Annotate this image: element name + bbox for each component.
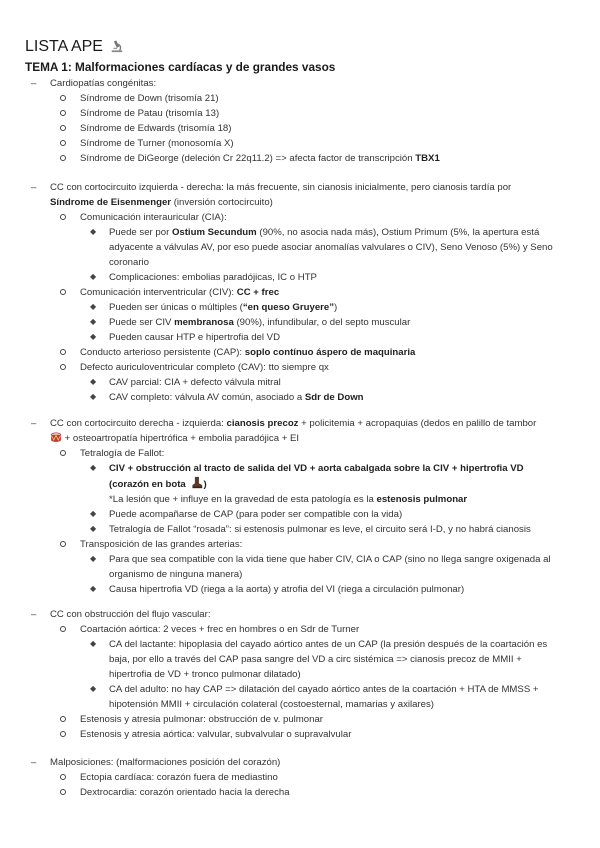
list-item: ◆ Pueden ser únicas o múltiples (“en queso Gruyere”) <box>89 300 580 315</box>
list-item: – CC con obstrucción del flujo vascular: Coartación aórtica: 2 veces + frec en hombres o en Sdr de Turner ◆ CA del lactante: hipoplasia del cayado aórtico antes de un CAP (la presión después de la coartación es baja, por ello a través del CAP pasa sangre del VD a circ sistémica => cianosis precoz de MMII + hipertrofia de VD + tronco pulmonar dilatado) ◆ CA del adulto: no hay CAP => dilatación del cayado aórtico antes de la coartación + HTA de MMSS + hipotensión MMII + circulación colateral (costoesternal, mamarias y axilares) Estenosis y atresia pulmonar: obstrucción de v. pulmonar Estenosis y atresia aórtica: valvular, subvalvular o supravalvular <box>34 607 580 742</box>
circle-bullet-icon <box>60 155 66 161</box>
list-item: ◆ Puede ser por Ostium Secundum (90%, no asocia nada más), Ostium Primum (5%, la apertura está adyacente a válvulas AV, por eso puede asociar anomalías valvulares o CIV), Seno Venoso (5%) y Seno coronario <box>89 225 580 270</box>
diamond-bullet-icon <box>90 525 97 532</box>
section-obstruccion <box>31 607 580 742</box>
diamond-bullet-icon <box>90 510 97 517</box>
list-item: ◆ CA del adulto: no hay CAP => dilatación del cayado aórtico antes de la coartación + HTA de MMSS + hipotensión MMII + circulación colateral (costoesternal, mamarias y axilares) <box>89 682 580 712</box>
diamond-bullet-icon <box>90 273 97 280</box>
list-item: Ectopia cardíaca: corazón fuera de mediastino <box>60 770 580 785</box>
section-subtitle: TEMA 1: Malformaciones cardíacas y de grandes vasos <box>25 60 336 74</box>
diamond-bullet-icon <box>90 555 97 562</box>
section-congenitas <box>31 76 580 166</box>
list-item: Comunicación interauricular (CIA): ◆ Puede ser por Ostium Secundum (90%, no asocia nada más), Ostium Primum (5%, la apertura está adyacente a válvulas AV, por eso puede asociar anomalías valvulares o CIV), Seno Venoso (5%) y Seno coronario ◆ Complicaciones: embolias paradójicas, IC o HTP <box>60 210 580 285</box>
circle-bullet-icon <box>60 214 66 220</box>
circle-bullet-icon <box>60 789 66 795</box>
diamond-bullet-icon <box>90 378 97 385</box>
list-item: Defecto auriculoventricular completo (CAV): tto siempre qx ◆ CAV parcial: CIA + defecto válvula mitral ◆ CAV completo: válvula AV común, asociado a Sdr de Down <box>60 360 580 405</box>
circle-bullet-icon <box>60 140 66 146</box>
diamond-bullet-icon <box>90 303 97 310</box>
drum-icon <box>50 431 62 443</box>
diamond-bullet-icon <box>90 464 97 471</box>
list-item: ◆ Causa hipertrofia VD (riega a la aorta) y atrofia del VI (riega a circulación pulmonar) <box>89 582 580 597</box>
circle-bullet-icon <box>60 125 66 131</box>
list-item: Conducto arterioso persistente (CAP): soplo contínuo áspero de maquinaria <box>60 345 580 360</box>
list-item: ◆ CAV completo: válvula AV común, asociado a Sdr de Down <box>89 390 580 405</box>
section-izq-der <box>31 180 580 405</box>
list-item: – Malposiciones: (malformaciones posición del corazón) Ectopia cardíaca: corazón fuera de mediastino Dextrocardia: corazón orientado hacia la derecha <box>34 755 580 800</box>
list-item: Dextrocardia: corazón orientado hacia la derecha <box>60 785 580 800</box>
page-title <box>25 38 124 56</box>
circle-bullet-icon <box>60 731 66 737</box>
list-item: Transposición de las grandes arterias: ◆ Para que sea compatible con la vida tiene que haber CIV, CIA o CAP (sino no llega sangre oxigenada al organismo de ninguna manera) ◆ Causa hipertrofia VD (riega a la aorta) y atrofia del VI (riega a circulación pulmonar) <box>60 537 580 597</box>
list-item: – CC con cortocircuito derecha - izquierda: cianosis precoz + policitemia + acropaquias (dedos en palillo de tambor + osteoartropatía hipertrófica + embolia paradójica + EI Tetralogía de Fallot: ◆ CIV + obstrucción al tracto de salida del VD + aorta cabalgada sobre la CIV + hipertrofia VD (corazón en bota ) *La lesión que + influye en la gravedad de esta patología es la estenosis pulmonar ◆ Puede acompañarse de CAP (para poder ser compatible con la vida) ◆ Tetralogía de Fallot “rosada”: si estenosis pulmonar es leve, el circuito será I-D, y no habrá cianosis Transposición de las grandes arterias: ◆ Para que sea compatible con la vida tiene que haber CIV, CIA o CAP (sino no llega sangre oxigenada al organismo de ninguna manera) ◆ Causa hipertrofia VD (riega a la aorta) y atrofia del VI (riega a circulación pulmonar) <box>34 416 580 597</box>
list-item: Síndrome de Patau (trisomía 13) <box>60 106 580 121</box>
circle-bullet-icon <box>60 110 66 116</box>
list-item: Coartación aórtica: 2 veces + frec en hombres o en Sdr de Turner ◆ CA del lactante: hipoplasia del cayado aórtico antes de un CAP (la presión después de la coartación es baja, por ello a través del CAP pasa sangre del VD a circ sistémica => cianosis precoz de MMII + hipertrofia de VD + tronco pulmonar dilatado) ◆ CA del adulto: no hay CAP => dilatación del cayado aórtico antes de la coartación + HTA de MMSS + hipotensión MMII + circulación colateral (costoesternal, mamarias y axilares) <box>60 622 580 712</box>
list-item: Síndrome de Edwards (trisomía 18) <box>60 121 580 136</box>
diamond-bullet-icon <box>90 318 97 325</box>
dash-marker: – <box>31 757 37 768</box>
diamond-bullet-icon <box>90 333 97 340</box>
list-item: ◆ Para que sea compatible con la vida tiene que haber CIV, CIA o CAP (sino no llega sangre oxigenada al organismo de ninguna manera) <box>89 552 580 582</box>
title-text: LISTA APE <box>25 38 103 55</box>
list-item: Comunicación interventricular (CIV): CC + frec ◆ Pueden ser únicas o múltiples (“en queso Gruyere”) ◆ Puede ser CIV membranosa (90%), infundibular, o del septo muscular ◆ Pueden causar HTP e hipertrofia del VD <box>60 285 580 345</box>
list-item: Tetralogía de Fallot: ◆ CIV + obstrucción al tracto de salida del VD + aorta cabalgada sobre la CIV + hipertrofia VD (corazón en bota ) *La lesión que + influye en la gravedad de esta patología es la estenosis pulmonar ◆ Puede acompañarse de CAP (para poder ser compatible con la vida) ◆ Tetralogía de Fallot “rosada”: si estenosis pulmonar es leve, el circuito será I-D, y no habrá cianosis <box>60 446 580 537</box>
diamond-bullet-icon <box>90 228 97 235</box>
circle-bullet-icon <box>60 364 66 370</box>
list-item: ◆ Tetralogía de Fallot “rosada”: si estenosis pulmonar es leve, el circuito será I-D, y no habrá cianosis <box>89 522 580 537</box>
list-item: ◆ Puede ser CIV membranosa (90%), infundibular, o del septo muscular <box>89 315 580 330</box>
boot-icon <box>190 476 203 489</box>
dash-marker: – <box>31 418 37 429</box>
circle-bullet-icon <box>60 626 66 632</box>
list-item: ◆ CIV + obstrucción al tracto de salida del VD + aorta cabalgada sobre la CIV + hipertrofia VD (corazón en bota ) *La lesión que + influye en la gravedad de esta patología es la estenosis pulmonar <box>89 461 580 507</box>
section-label: Cardiopatías congénitas: <box>50 78 157 89</box>
section-der-izq <box>31 416 580 597</box>
diamond-bullet-icon <box>90 685 97 692</box>
circle-bullet-icon <box>60 289 66 295</box>
circle-bullet-icon <box>60 774 66 780</box>
diamond-bullet-icon <box>90 640 97 647</box>
circle-bullet-icon <box>60 541 66 547</box>
list-item: Estenosis y atresia aórtica: valvular, subvalvular o supravalvular <box>60 727 580 742</box>
list-item: ◆ CAV parcial: CIA + defecto válvula mitral <box>89 375 580 390</box>
circle-bullet-icon <box>60 349 66 355</box>
list-item: Síndrome de DiGeorge (deleción Cr 22q11.2) => afecta factor de transcripción TBX1 <box>60 151 580 166</box>
list-item: Estenosis y atresia pulmonar: obstrucción de v. pulmonar <box>60 712 580 727</box>
list-item: ◆ Puede acompañarse de CAP (para poder ser compatible con la vida) <box>89 507 580 522</box>
dash-marker: – <box>31 78 37 89</box>
circle-bullet-icon <box>60 95 66 101</box>
circle-bullet-icon <box>60 716 66 722</box>
section-malposiciones <box>31 755 580 800</box>
diamond-bullet-icon <box>90 393 97 400</box>
list-item: ◆ Pueden causar HTP e hipertrofia del VD <box>89 330 580 345</box>
list-item: Síndrome de Turner (monosomía X) <box>60 136 580 151</box>
list-item: ◆ CA del lactante: hipoplasia del cayado aórtico antes de un CAP (la presión después de la coartación es baja, por ello a través del CAP pasa sangre del VD a circ sistémica => cianosis precoz de MMII + hipertrofia de VD + tronco pulmonar dilatado) <box>89 637 580 682</box>
list-item: ◆ Complicaciones: embolias paradójicas, IC o HTP <box>89 270 580 285</box>
list-item <box>31 76 580 166</box>
microscope-icon <box>110 39 124 53</box>
dash-marker: – <box>31 609 37 620</box>
list-item: Síndrome de Down (trisomía 21) <box>60 91 580 106</box>
diamond-bullet-icon <box>90 585 97 592</box>
list-item: – CC con cortocircuito izquierda - derecha: la más frecuente, sin cianosis inicialmente, pero cianosis tardía por Síndrome de Eisenmenger (inversión cortocircuito) Comunicación interauricular (CIA): ◆ Puede ser por Ostium Secundum (90%, no asocia nada más), Ostium Primum (5%, la apertura está adyacente a válvulas AV, por eso puede asociar anomalías valvulares o CIV), Seno Venoso (5%) y Seno coronario ◆ Complicaciones: embolias paradójicas, IC o HTP Comunicación interventricular (CIV): CC + frec ◆ Pueden ser únicas o múltiples (“en queso Gruyere”) ◆ Puede ser CIV membranosa (90%), infundibular, o del septo muscular ◆ Pueden causar HTP e hipertrofia del VD Conducto arterioso persistente (CAP): soplo contínuo áspero de maquinaria Defecto auriculoventricular completo (CAV): tto siempre qx ◆ CAV parcial: CIA + defecto válvula mitral ◆ CAV completo: válvula AV común, asociado a Sdr de Down <box>34 180 580 405</box>
dash-marker: – <box>31 182 37 193</box>
circle-bullet-icon <box>60 450 66 456</box>
